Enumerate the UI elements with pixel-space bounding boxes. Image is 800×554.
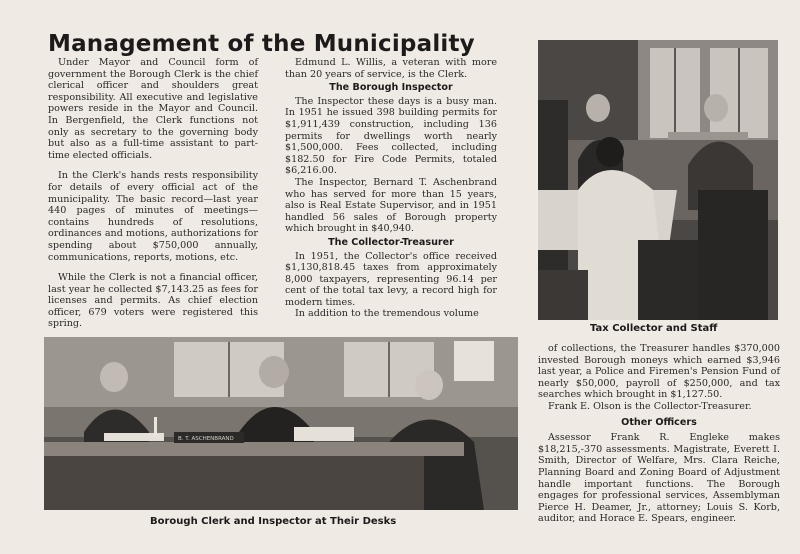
treasurer-paragraph: of collections, the Treasurer handles $370,000 invested Borough moneys which earned $3,946 last year, a Police and Firemen's Pension Fund of nearly $50,000, payroll of $250,000, and tax searches which brought in $1,127.50. <box>538 343 780 401</box>
borough-clerk-photo-image <box>44 337 518 510</box>
nameplate-label: B. T. ASCHENBRAND <box>178 436 234 442</box>
borough-clerk-photo <box>44 337 518 510</box>
tax-collector-photo-image <box>538 40 778 320</box>
other-officers-heading: Other Officers <box>621 416 697 428</box>
collector-paragraph-2: In addition to the tremendous volume <box>295 308 479 320</box>
clerk-intro: Edmund L. Willis, a veteran with more than 20 years of service, is the Clerk. <box>285 57 497 80</box>
page-title: Management of the Municipality <box>48 31 475 57</box>
borough-clerk-caption: Borough Clerk and Inspector at Their Desks <box>150 516 397 527</box>
collector-paragraph-1: In 1951, the Collector's office received $1,130,818.45 taxes from approximately 8,000 taxpayers, representing 96.14 per cent of the total tax levy, a record high for modern times. <box>285 250 497 308</box>
other-officers-paragraph: Assessor Frank R. Engleke makes $18,215,-370 assessments. Magistrate, Everett I. Smith, Director of Welfare, Mrs. Clara Reiche, Planning Board and Zoning Board of Adjustment handle important functions. The Borough engages for professional services, Assemblyman Pierce H. Deamer, Jr., attorney; Louis S. Korb, auditor, and Horace E. Spears, engineer. <box>538 432 780 525</box>
inspector-paragraph-2: The Inspector, Bernard T. Aschenbrand who has served for more than 15 years, also is Real Estate Supervisor, and in 1951 handled 56 sales of Borough property which brought in $40,940. <box>285 176 497 235</box>
column-2 <box>285 57 497 320</box>
column-3 <box>538 343 780 525</box>
treasurer-name: Frank E. Olson is the Collector-Treasurer. <box>548 400 752 412</box>
tax-collector-caption: Tax Collector and Staff <box>590 323 718 334</box>
clerk-paragraph-1: Under Mayor and Council form of government the Borough Clerk is the chief clerical officer and shoulders great responsibility. All executive and legislative powers reside in the Mayor and Council. In Bergenfield, the Clerk functions not only as secretary to the governing body but also as a full-time assistant to part-time elected officials. <box>48 57 258 161</box>
column-1 <box>48 57 258 339</box>
inspector-paragraph-1: The Inspector these days is a busy man. In 1951 he issued 398 building permits for $1,911,439 construction, including 136 permits for dwellings worth nearly $1,500,000. Fees collected, including $182.50 for Fire Code Permits, totaled $6,216.00. <box>285 95 497 177</box>
clerk-paragraph-2: In the Clerk's hands rests responsibility for details of every official act of the municipality. The basic record—last year 440 pages of minutes of meetings—contains hundreds of resolutions, ordinances and motions, authorizations for spending about $750,000 annually, communications, reports, motions, etc. <box>48 170 258 263</box>
collector-heading: The Collector-Treasurer <box>328 236 454 248</box>
clerk-paragraph-3: While the Clerk is not a financial officer, last year he collected $7,143.25 as fees for licenses and permits. As chief election officer, 679 voters were registered this spring. <box>48 272 258 330</box>
tax-collector-photo <box>538 40 778 320</box>
inspector-heading: The Borough Inspector <box>329 82 453 94</box>
